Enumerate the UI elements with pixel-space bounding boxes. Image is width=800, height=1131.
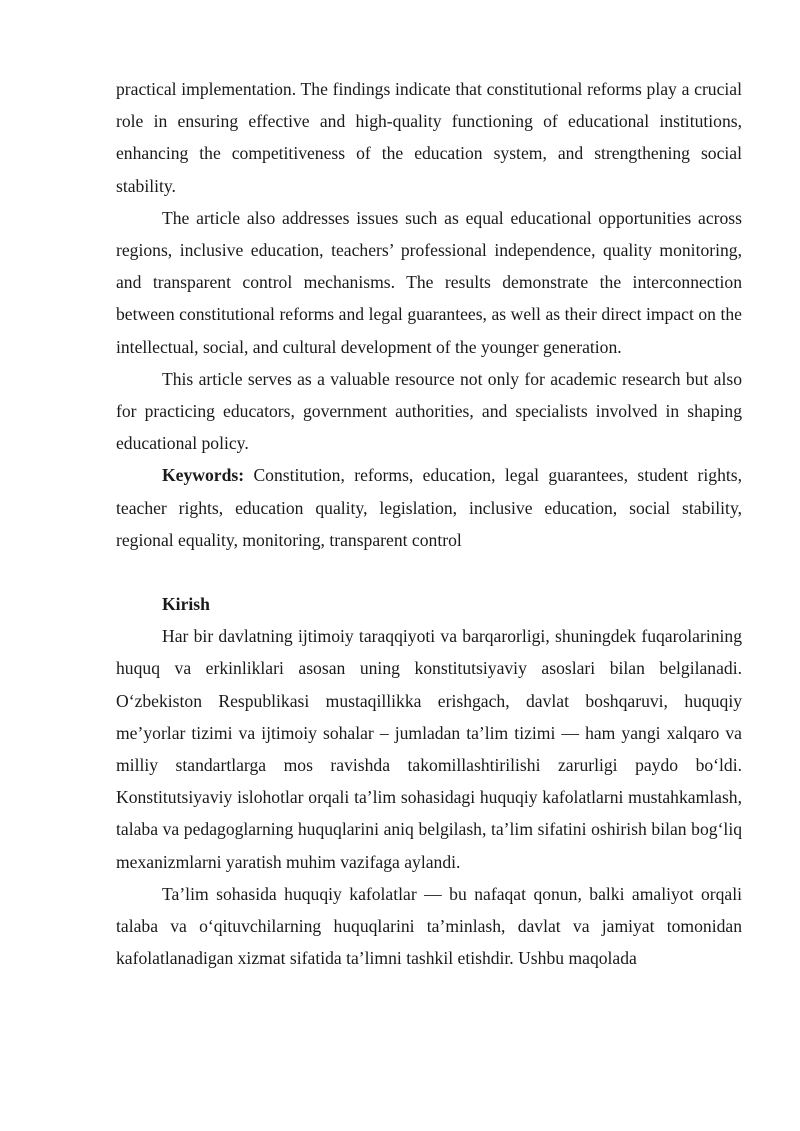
keywords-text: Constitution, reforms, education, legal guarantees, student rights, teacher rights, education quality, legislation, inclusive education, social stability, regional equality, monitoring, transparent control [116, 465, 742, 550]
paragraph-resource: This article serves as a valuable resource not only for academic research but also for practicing educators, government authorities, and specialists involved in shaping educational policy. [116, 368, 742, 454]
paragraph-intro-1: Har bir davlatning ijtimoiy taraqqiyoti va barqarorligi, shuningdek fuqarolarining huquq va erkinliklari asosan uning konstitutsiyaviy asoslari bilan belgilanadi. O‘zbekiston Respublikasi mustaqillikka erishgach, davlat boshqaruvi, huquqiy me’yorlar tizimi va ijtimoiy sohalar – jumladan ta’lim tizimi — ham yangi xalqaro va milliy standartlarga mos ravishda takomillashtirilishi zarurligi paydo bo‘ldi. Konstitutsiyaviy islohotlar orqali ta’lim sohasidagi huquqiy kafolatlarni mustahkamlash, talaba va pedagoglarning huquqlarini aniq belgilash, ta’lim sifatini oshirish bilan bog‘liq mexanizmlarni yaratish muhim vazifaga aylandi. [116, 626, 742, 872]
section-heading: Kirish [162, 594, 210, 615]
keywords-label: Keywords: [162, 465, 245, 486]
paragraph-issues: The article also addresses issues such as equal educational opportunities across regions, inclusive education, teachers’ professional independence, quality monitoring, and transparent control mechanisms. The results demonstrate the interconnection between constitutional reforms and legal guarantees, as well as their direct impact on the intellectual, social, and cultural development of the younger generation. [116, 207, 742, 357]
paragraph-intro-2: Ta’lim sohasida huquqiy kafolatlar — bu nafaqat qonun, balki amaliyot orqali talaba va o‘qituvchilarning huquqlarini ta’minlash, davlat va jamiyat tomonidan kafolatlanadigan xizmat sifatida ta’limni tashkil etishdir. Ushbu maqolada [116, 883, 742, 969]
document-page [116, 73, 742, 974]
keywords-paragraph [116, 459, 742, 556]
paragraph-continuation: practical implementation. The findings indicate that constitutional reforms play a crucial role in ensuring effective and high-quality functioning of educational institutions, enhancing the competitiveness of the education system, and strengthening social stability. [116, 79, 742, 196]
